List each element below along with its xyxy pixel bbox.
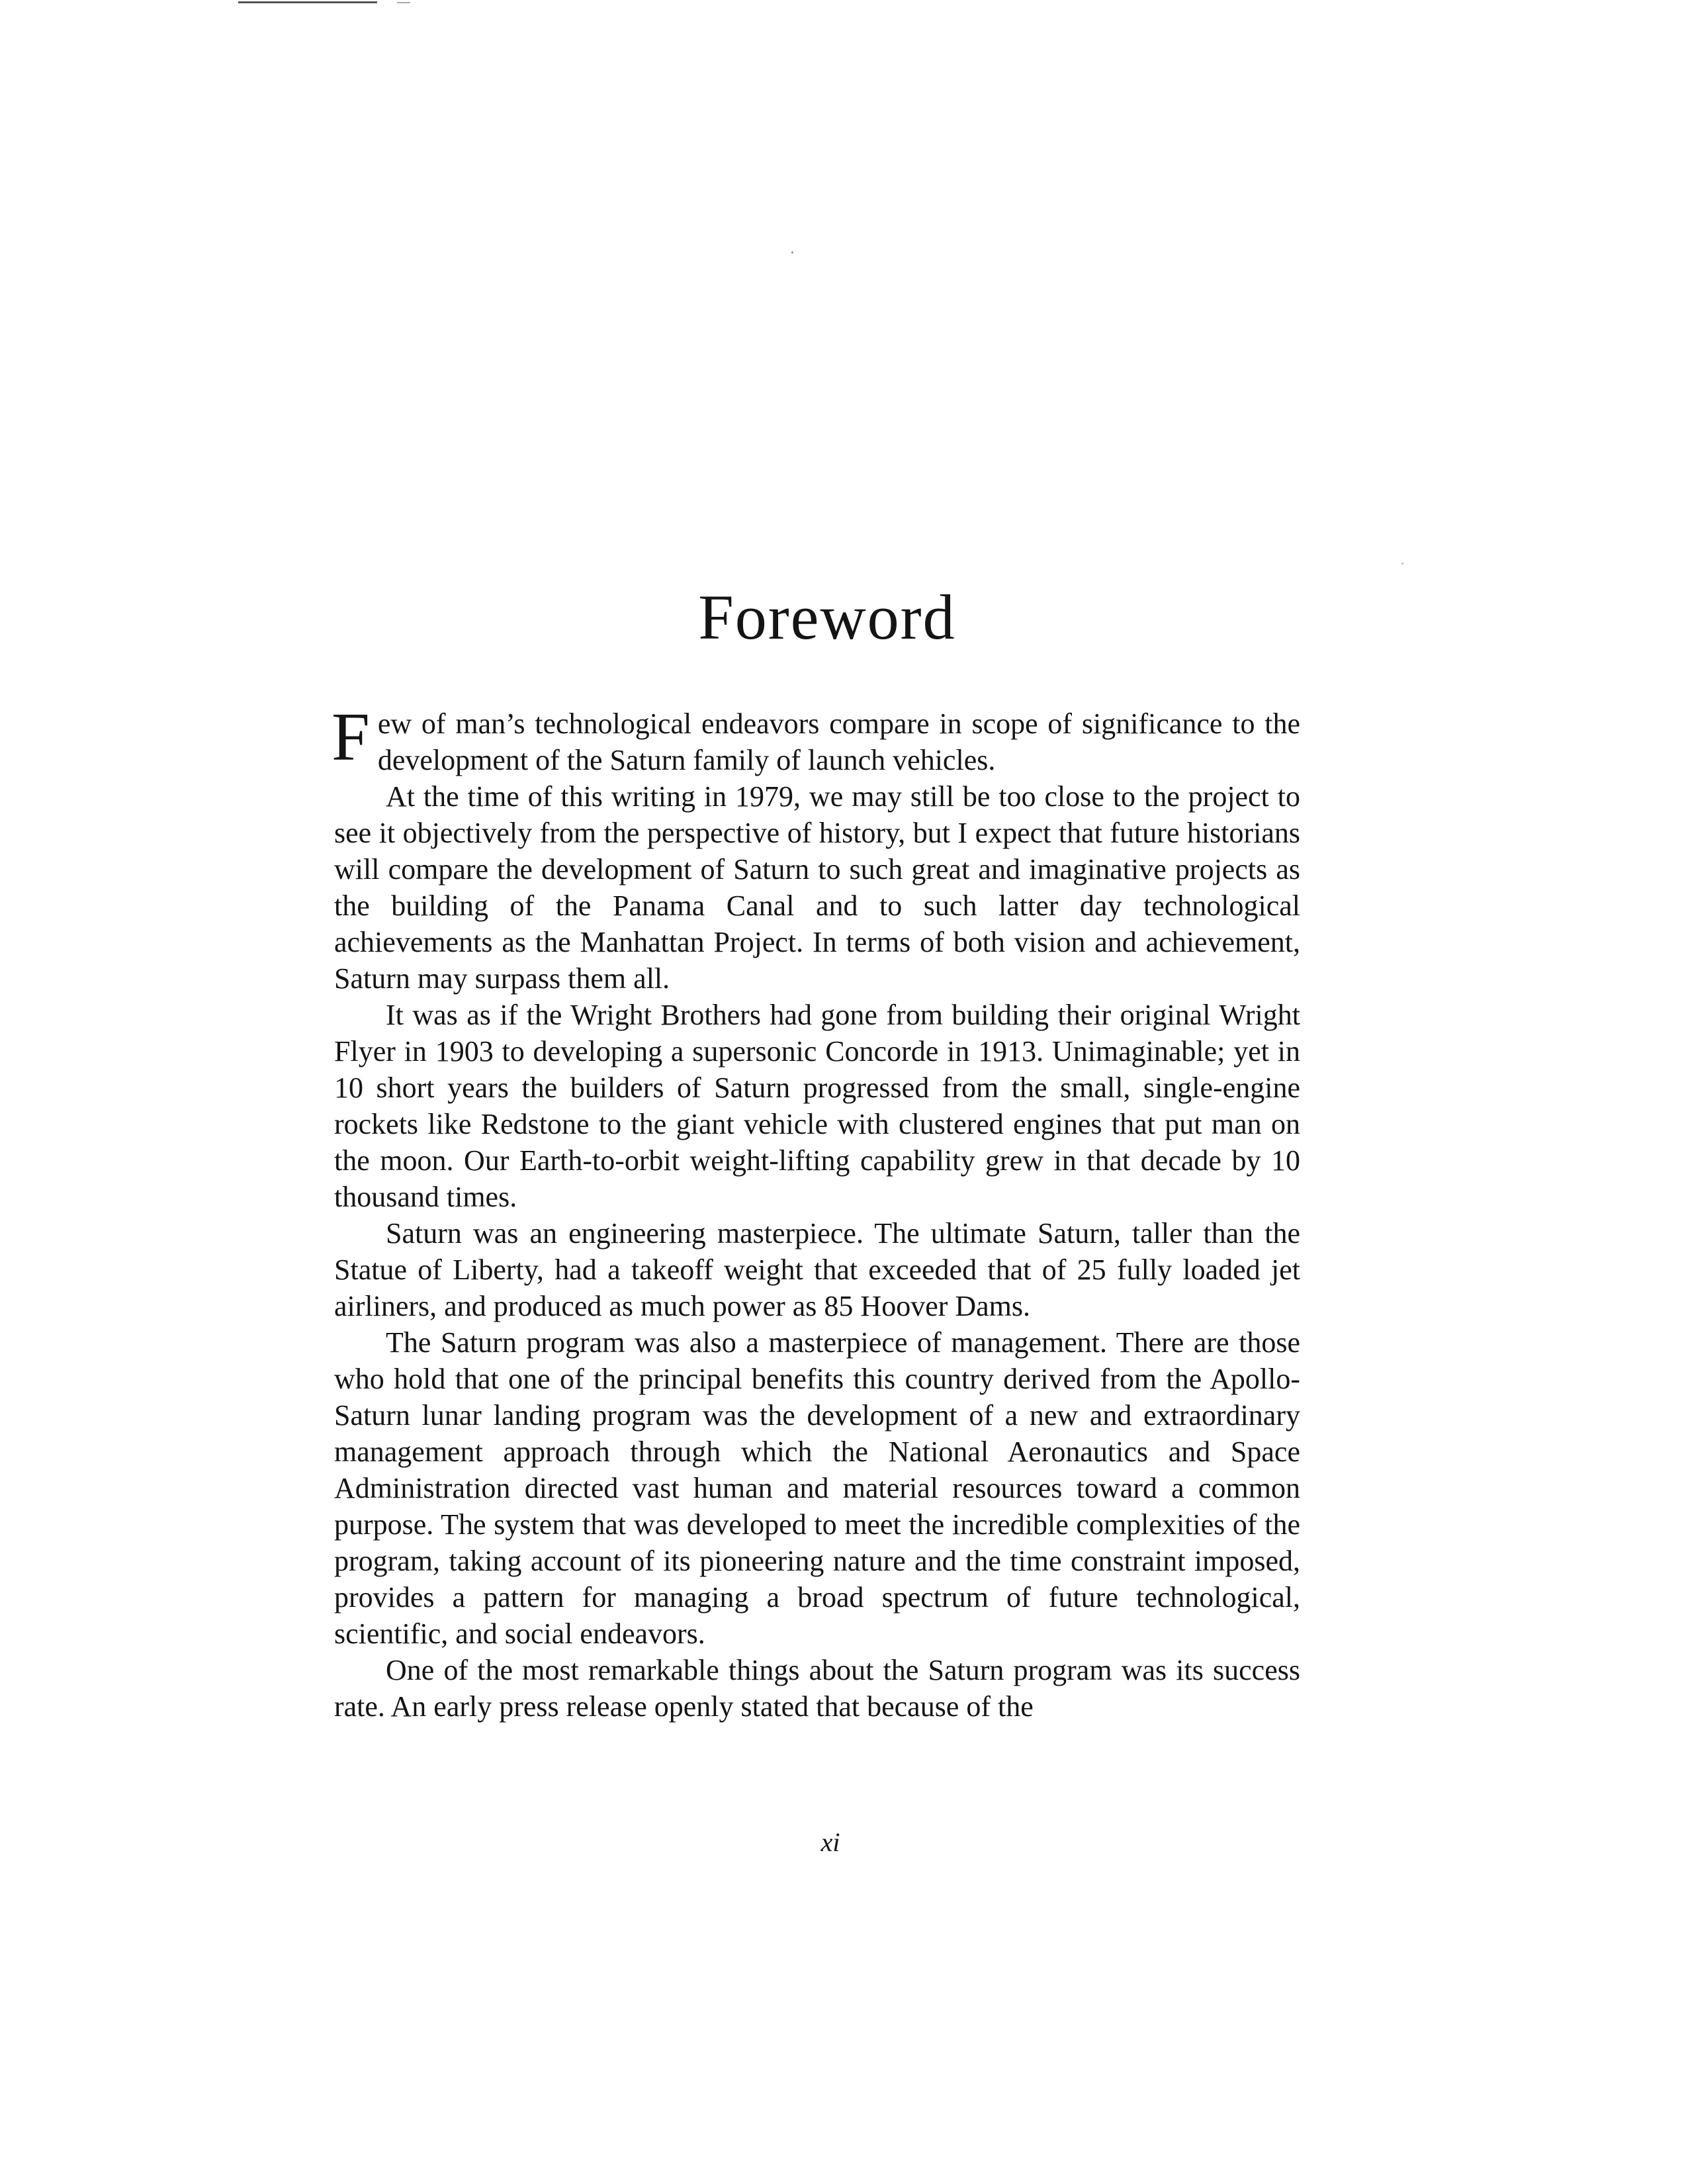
- scan-speck: [1401, 563, 1403, 565]
- page-content: [334, 582, 1300, 1725]
- drop-cap: F: [332, 698, 370, 775]
- scan-speck: [791, 251, 793, 253]
- paragraph-4: Saturn was an engineering masterpiece. The ultimate Saturn, taller than the Statue of Liberty, had a takeoff weight that exceeded that of 25 fully loaded jet airliners, and produced as much power as 85 Hoover Dams.: [334, 1216, 1300, 1322]
- page-title: Foreword: [698, 582, 956, 653]
- paragraph-5: The Saturn program was also a masterpiece of management. There are those who hold that one of the principal benefits this country derived from the Apollo-Saturn lunar landing program was the development of a new and extraordinary management approach through which the National Aeronautics and Space Administration directed vast human and material resources toward a common purpose. The system that was developed to meet the incredible complexities of the program, taking account of its pioneering nature and the time constraint imposed, provides a pattern for managing a broad spectrum of future technological, scientific, and social endeavors.: [334, 1326, 1300, 1650]
- body-text: [332, 698, 1300, 1725]
- scan-edge-mark: [238, 1, 377, 3]
- paragraph-1: [332, 698, 1300, 778]
- paragraph-3: It was as if the Wright Brothers had gone from building their original Wright Flyer in 1903 to developing a supersonic Concorde in 1913. Unimaginable; yet in 10 short years the builders of Saturn progressed from the small, single-engine rockets like Redstone to the giant vehicle with clustered engines that put man on the moon. Our Earth-to-orbit weight-lifting capability grew in that decade by 10 thousand times.: [334, 998, 1300, 1213]
- paragraph-6: One of the most remarkable things about the Saturn program was its success rate. An early press release openly stated that because of the: [334, 1653, 1300, 1723]
- page-number: xi: [820, 1827, 840, 1857]
- paragraph-2: At the time of this writing in 1979, we may still be too close to the project to see it objectively from the perspective of history, but I expect that future historians will compare the development of Saturn to such great and imaginative projects as the building of the Panama Canal and to such latter day technological achievements as the Manhattan Project. In terms of both vision and achievement, Saturn may surpass them all.: [334, 780, 1300, 995]
- scan-edge-mark-faint: [397, 2, 410, 3]
- paragraph-1-text: ew of man’s technological endeavors compare in scope of significance to the development of the Saturn family of launch vehicles.: [377, 707, 1300, 776]
